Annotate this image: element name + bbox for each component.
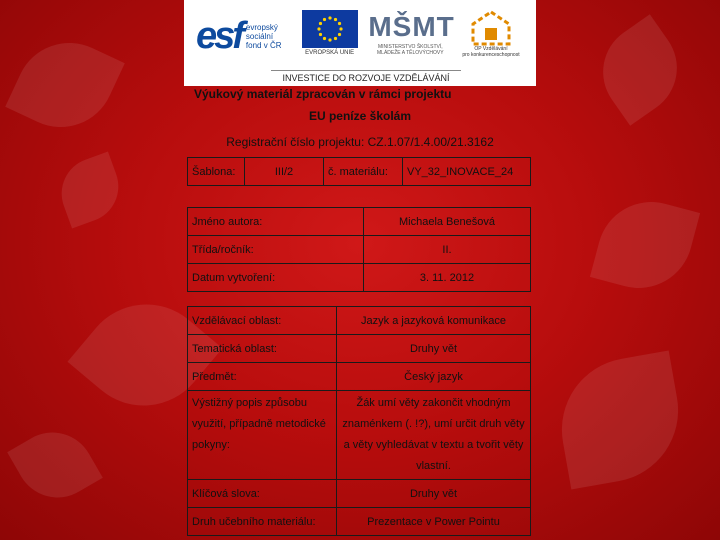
msmt-logo xyxy=(368,10,455,62)
eu-logo xyxy=(297,10,363,62)
table-cell: Druhy vět xyxy=(337,335,531,363)
background-leaf xyxy=(550,350,689,489)
eu-star-icon xyxy=(338,22,341,25)
table-cell: Michaela Benešová xyxy=(364,208,531,236)
table-cell: Třída/ročník: xyxy=(188,236,364,264)
table-cell: Prezentace v Power Pointu xyxy=(337,508,531,536)
project-name: EU peníze školám xyxy=(308,109,412,123)
table-cell: 3. 11. 2012 xyxy=(364,264,531,292)
subject-table xyxy=(187,306,531,536)
template-table xyxy=(187,157,531,186)
esf-logo-mark: esf xyxy=(196,15,242,57)
background-leaf xyxy=(7,417,103,513)
table-cell: Předmět: xyxy=(188,363,337,391)
esf-text-line: evropský xyxy=(245,22,278,32)
op-logo-text xyxy=(458,46,524,58)
table-cell: Jazyk a jazyková komunikace xyxy=(337,307,531,335)
table-cell: III/2 xyxy=(245,158,324,186)
esf-logo xyxy=(196,10,291,62)
op-text-line: pro konkurenceschopnost xyxy=(462,52,520,58)
background-leaf xyxy=(5,25,125,145)
eu-star-icon xyxy=(323,37,326,40)
table-row xyxy=(188,508,531,536)
table-row xyxy=(188,363,531,391)
table-cell: Klíčová slova: xyxy=(188,480,337,508)
table-row xyxy=(188,480,531,508)
eu-star-icon xyxy=(319,22,322,25)
table-cell: II. xyxy=(364,236,531,264)
eu-star-icon xyxy=(323,18,326,21)
table-row xyxy=(188,208,531,236)
table-cell: Datum vytvoření: xyxy=(188,264,364,292)
eu-star-icon xyxy=(317,27,320,30)
msmt-text-line: MLÁDEŽE A TĚLOVÝCHOVY xyxy=(377,50,444,56)
table-cell: Žák umí věty zakončit vhodným znaménkem (. !?), umí určit druh věty a věty vyhledávat v textu a tvořit věty vlastní. xyxy=(337,391,531,480)
eu-logo-text: EVROPSKÁ UNIE xyxy=(305,50,355,56)
registration-number: Registrační číslo projektu: CZ.1.07/1.4.00/21.3162 xyxy=(226,135,494,149)
table-row xyxy=(188,391,531,480)
eu-star-icon xyxy=(338,33,341,36)
table-row xyxy=(188,307,531,335)
author-table xyxy=(187,207,531,292)
eu-flag-icon xyxy=(302,10,358,48)
msmt-logo-mark: MŠMT xyxy=(368,11,455,42)
table-cell: Šablona: xyxy=(188,158,245,186)
table-cell: Výstižný popis způsobu využití, případně metodické pokyny: xyxy=(188,391,337,480)
project-heading: Výukový materiál zpracován v rámci projektu xyxy=(194,87,452,101)
table-cell: Jméno autora: xyxy=(188,208,364,236)
eu-star-icon xyxy=(334,18,337,21)
msmt-logo-text xyxy=(368,44,452,56)
table-row xyxy=(188,264,531,292)
eu-star-icon xyxy=(319,33,322,36)
op-logo-icon xyxy=(471,10,511,46)
esf-text-line: sociální xyxy=(245,31,274,41)
esf-logo-text xyxy=(246,23,282,50)
table-cell: Druh učebního materiálu: xyxy=(188,508,337,536)
table-cell: Druhy vět xyxy=(337,480,531,508)
table-row xyxy=(188,335,531,363)
op-logo xyxy=(458,10,524,62)
table-cell: Tematická oblast: xyxy=(188,335,337,363)
table-row xyxy=(188,236,531,264)
eu-star-icon xyxy=(339,27,342,30)
logo-bar xyxy=(184,0,536,86)
table-cell: VY_32_INOVACE_24 xyxy=(403,158,531,186)
op-text-line: OP Vzdělávání xyxy=(474,46,508,52)
esf-text-line: fond v ČR xyxy=(245,40,282,50)
background-leaf xyxy=(52,152,129,229)
table-cell: Český jazyk xyxy=(337,363,531,391)
background-leaf xyxy=(590,190,700,300)
eu-star-icon xyxy=(328,38,331,41)
table-cell: č. materiálu: xyxy=(324,158,403,186)
eu-star-icon xyxy=(328,16,331,19)
table-cell: Vzdělávací oblast: xyxy=(188,307,337,335)
investice-caption: INVESTICE DO ROZVOJE VZDĚLÁVÁNÍ xyxy=(271,70,461,83)
eu-star-icon xyxy=(334,37,337,40)
table-row xyxy=(188,158,531,186)
msmt-text-line: MINISTERSTVO ŠKOLSTVÍ, xyxy=(377,44,443,50)
